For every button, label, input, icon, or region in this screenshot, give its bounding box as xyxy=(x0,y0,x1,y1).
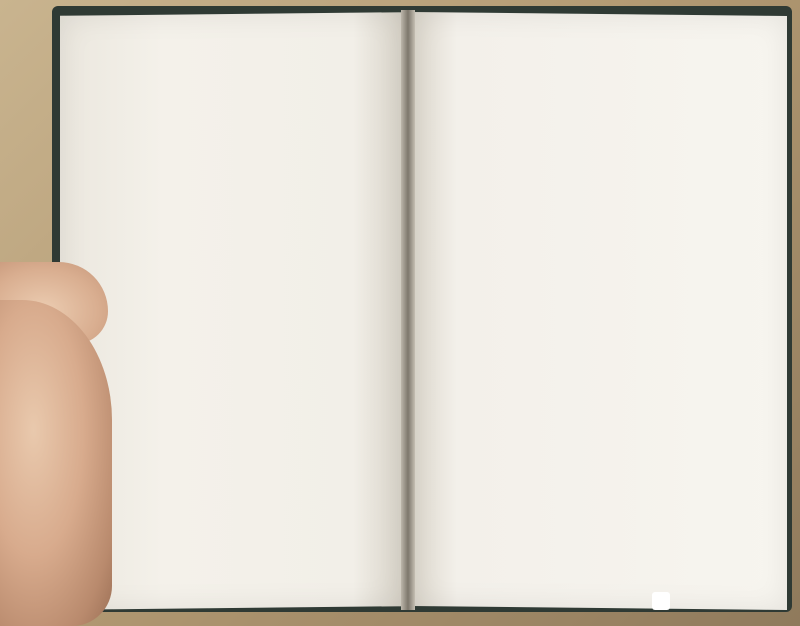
watermark-badge xyxy=(652,592,670,610)
labirint-watermark xyxy=(652,592,672,615)
book-gutter xyxy=(401,10,415,610)
right-page xyxy=(412,12,787,610)
